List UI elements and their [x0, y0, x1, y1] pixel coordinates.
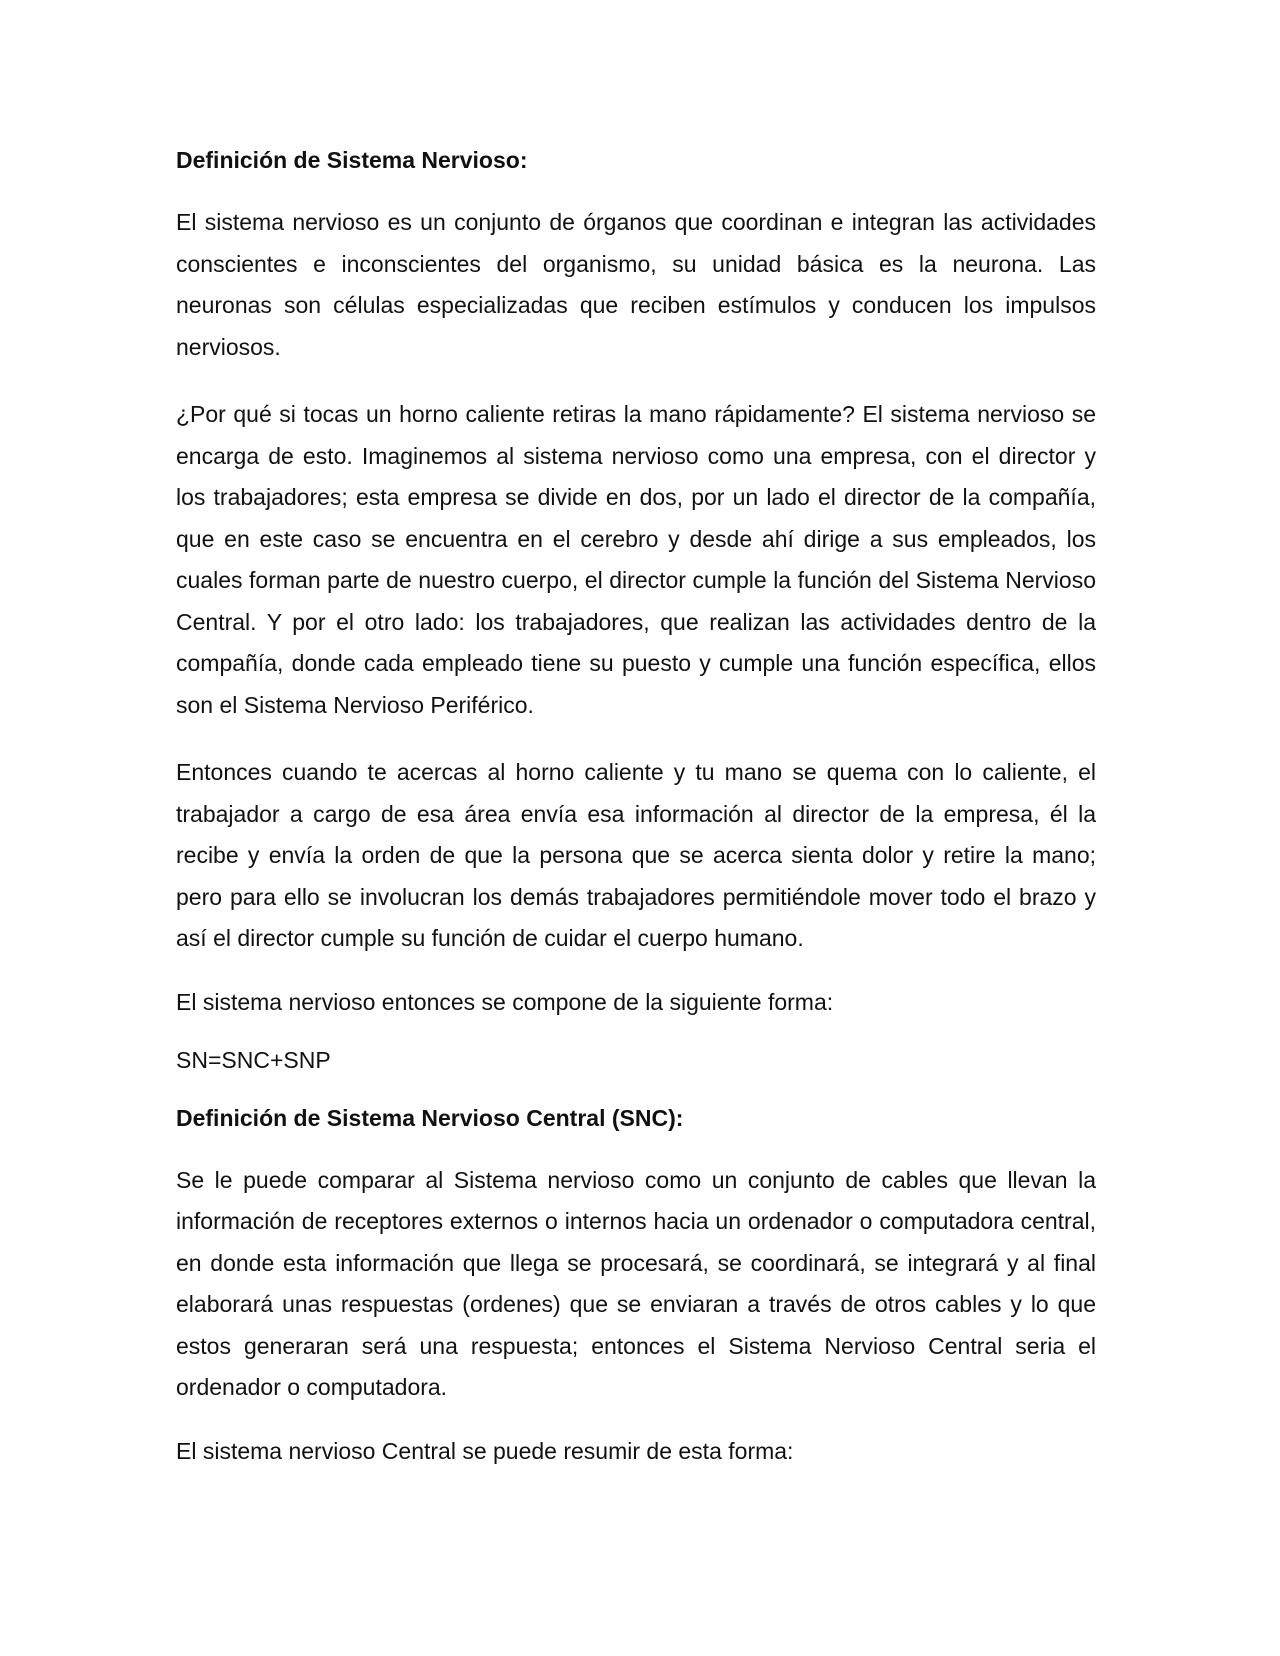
paragraph-definition: El sistema nervioso es un conjunto de órganos que coordinan e integran las actividades conscientes e inconscientes del organismo, su unidad básica es la neurona. Las neuronas son células especializadas que reciben estímulos y conducen los impulsos nerviosos. — [176, 209, 1096, 360]
section-heading-sistema-nervioso: Definición de Sistema Nervioso: — [176, 147, 528, 173]
paragraph-snc-summary: El sistema nervioso Central se puede resumir de esta forma: — [176, 1437, 794, 1464]
document-body — [176, 144, 1096, 1493]
paragraph-snc-definition: Se le puede comparar al Sistema nervioso como un conjunto de cables que llevan la información de receptores externos o internos hacia un ordenador o computadora central, en donde esta información que llega se procesará, se coordinará, se integrará y al final elaborará unas respuestas (ordenes) que se enviaran a través de otros cables y lo que estos generaran será una respuesta; entonces el Sistema Nervioso Central seria el ordenador o computadora. — [176, 1166, 1096, 1400]
paragraph-analogy: ¿Por qué si tocas un horno caliente retiras la mano rápidamente? El sistema nervioso se encarga de esto. Imaginemos al sistema nervioso como una empresa, con el director y los trabajadores; esta empresa se divide en dos, por un lado el director de la compañía, que en este caso se encuentra en el cerebro y desde ahí dirige a sus empleados, los cuales forman parte de nuestro cuerpo, el director cumple la función del Sistema Nervioso Central. Y por el otro lado: los trabajadores, que realizan las actividades dentro de la compañía, donde cada empleado tiene su puesto y cumple una función específica, ellos son el Sistema Nervioso Periférico. — [176, 401, 1096, 718]
section-heading-snc: Definición de Sistema Nervioso Central (SNC): — [176, 1104, 684, 1131]
formula: SN=SNC+SNP — [176, 1046, 331, 1073]
paragraph-example: Entonces cuando te acercas al horno caliente y tu mano se quema con lo caliente, el trabajador a cargo de esa área envía esa información al director de la empresa, él la recibe y envía la orden de que la persona que se acerca sienta dolor y retire la mano; pero para ello se involucran los demás trabajadores permitiéndole mover todo el brazo y así el director cumple su función de cuidar el cuerpo humano. — [176, 759, 1096, 951]
paragraph-composition: El sistema nervioso entonces se compone de la siguiente forma: — [176, 988, 834, 1015]
